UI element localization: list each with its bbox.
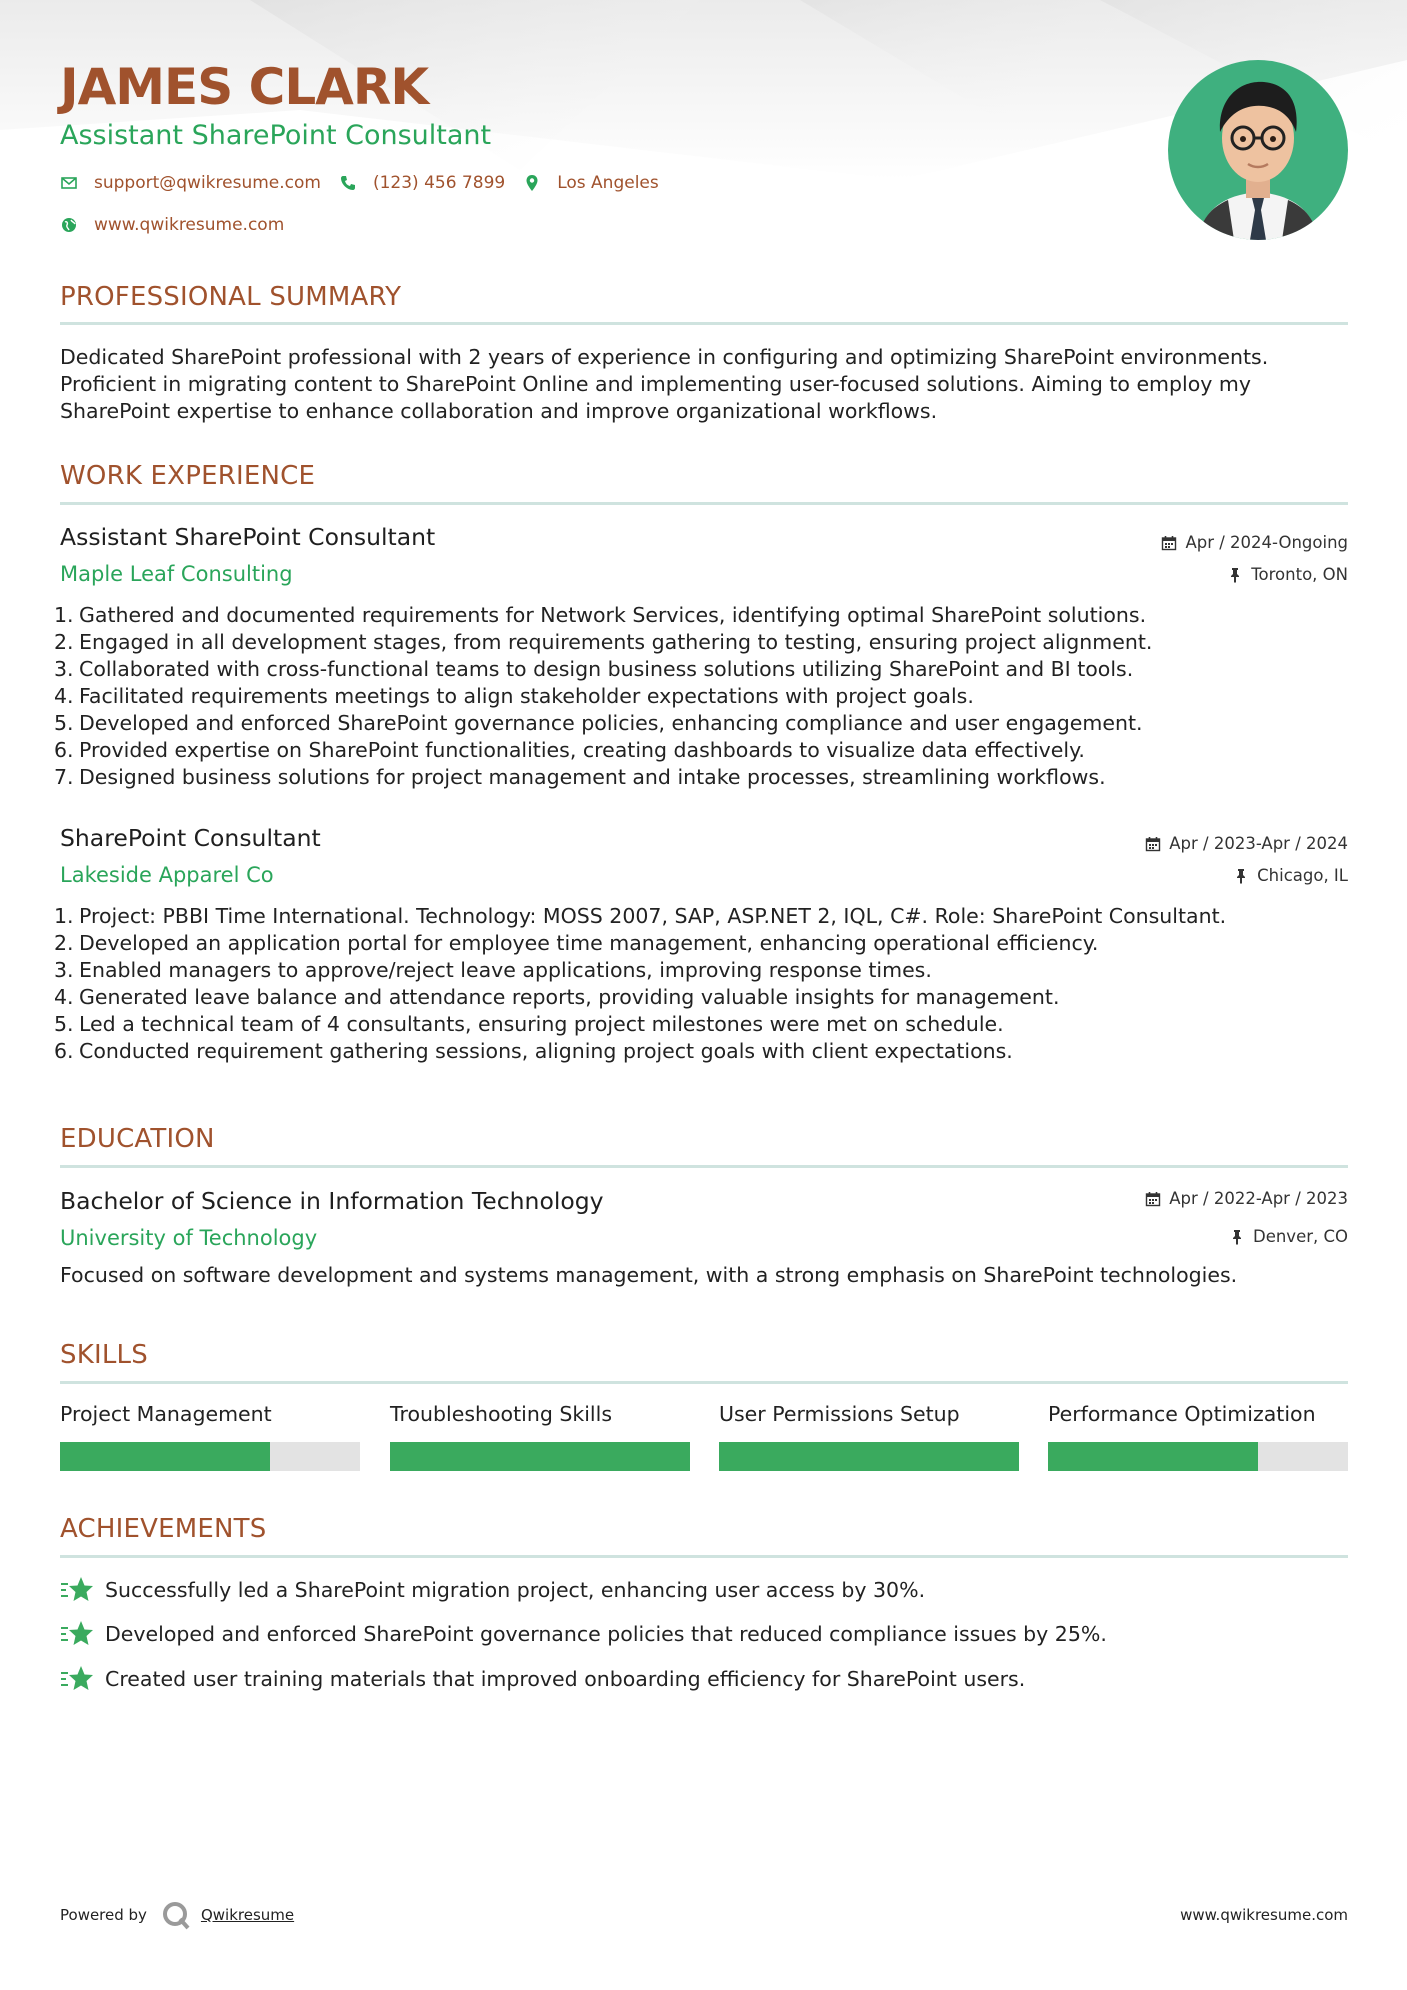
job-title: Assistant SharePoint Consultant: [60, 523, 436, 551]
powered-by-text: Powered by: [60, 1906, 147, 1924]
email-icon: [60, 174, 78, 192]
experience-divider: [60, 502, 1348, 505]
website-row: [60, 215, 284, 235]
skill-item: [390, 1402, 690, 1426]
candidate-role: Assistant SharePoint Consultant: [60, 120, 492, 151]
skill-item: [60, 1402, 360, 1426]
skill-name: User Permissions Setup: [719, 1402, 960, 1426]
achievement-item: [60, 1664, 1025, 1694]
pushpin-icon: [1227, 567, 1243, 583]
school-name: University of Technology: [60, 1226, 318, 1250]
pushpin-icon: [1229, 1229, 1245, 1245]
list-item: 6. Conducted requirement gathering sessions, aligning project goals with client expectations.: [54, 1039, 1013, 1063]
skill-name: Troubleshooting Skills: [390, 1402, 613, 1426]
list-item: 4. Generated leave balance and attendance reports, providing valuable insights for management.: [54, 985, 1060, 1009]
skill-bar: [60, 1442, 360, 1471]
profile-photo: [1168, 60, 1348, 240]
candidate-name: JAMES CLARK: [60, 58, 429, 116]
list-item: 2. Engaged in all development stages, from requirements gathering to testing, ensuring project alignment.: [54, 630, 1153, 654]
calendar-icon: [1145, 836, 1161, 852]
skill-bar: [390, 1442, 690, 1471]
list-item: 7. Designed business solutions for project management and intake processes, streamlining workflows.: [54, 765, 1106, 789]
achievement-text: Developed and enforced SharePoint governance policies that reduced compliance issues by 25%.: [105, 1622, 1107, 1646]
education-divider: [60, 1165, 1348, 1168]
list-item: 2. Developed an application portal for employee time management, enhancing operational efficiency.: [54, 931, 1099, 955]
skill-item: [1048, 1402, 1348, 1426]
education-description: Focused on software development and systems management, with a strong emphasis on SharePoint technologies.: [60, 1263, 1238, 1287]
skill-name: Performance Optimization: [1048, 1402, 1316, 1426]
job-dates-text: Apr / 2023-Apr / 2024: [1169, 834, 1348, 853]
education-dates-text: Apr / 2022-Apr / 2023: [1169, 1189, 1348, 1208]
job-dates: [1145, 834, 1348, 853]
contact-phone[interactable]: (123) 456 7899: [372, 173, 506, 193]
skill-bar-fill: [719, 1442, 1019, 1471]
list-item: 5. Led a technical team of 4 consultants, ensuring project milestones were met on schedule.: [54, 1012, 1004, 1036]
list-item: 6. Provided expertise on SharePoint functionalities, creating dashboards to visualize data effectively.: [54, 738, 1085, 762]
skill-item: [719, 1402, 1019, 1426]
job-bullets: [54, 602, 1153, 791]
skills-divider: [60, 1381, 1348, 1384]
achievement-text: Created user training materials that improved onboarding efficiency for SharePoint users.: [105, 1667, 1026, 1691]
footer-powered-by: [60, 1900, 294, 1930]
job-company: Maple Leaf Consulting: [60, 562, 293, 586]
list-item: 4. Facilitated requirements meetings to align stakeholder expectations with project goals.: [54, 684, 974, 708]
education-heading: EDUCATION: [60, 1124, 215, 1154]
achievement-item: [60, 1619, 1107, 1649]
map-pin-icon: [523, 174, 541, 192]
summary-text: Dedicated SharePoint professional with 2 years of experience in configuring and optimizing SharePoint environments. Proficient in migrating content to SharePoint Online and implementing user-focused solutions. Aiming to employ my SharePoint expertise to enhance collaboration and improve organizational workflows.: [60, 345, 1269, 423]
contact-location: Los Angeles: [557, 173, 659, 193]
skill-bar-fill: [1048, 1442, 1258, 1471]
qwikresume-logo-icon: [161, 1900, 191, 1930]
star-award-icon: [60, 1619, 94, 1649]
list-item: 3. Enabled managers to approve/reject leave applications, improving response times.: [54, 958, 932, 982]
job-bullets: [54, 903, 1227, 1065]
degree-title: Bachelor of Science in Information Technology: [60, 1187, 604, 1215]
calendar-icon: [1161, 535, 1177, 551]
job-company: Lakeside Apparel Co: [60, 863, 274, 887]
list-item: 5. Developed and enforced SharePoint governance policies, enhancing compliance and user engagement.: [54, 711, 1143, 735]
job-dates-text: Apr / 2024-Ongoing: [1185, 533, 1348, 552]
list-item: 1. Project: PBBI Time International. Technology: MOSS 2007, SAP, ASP.NET 2, IQL, C#. Role: SharePoint Consultant.: [54, 904, 1227, 928]
skill-name: Project Management: [60, 1402, 272, 1426]
skill-bar-fill: [390, 1442, 690, 1471]
skill-bar-fill: [60, 1442, 270, 1471]
skills-heading: SKILLS: [60, 1340, 148, 1370]
job-location-text: Toronto, ON: [1251, 565, 1348, 584]
globe-icon: [60, 216, 78, 234]
job-location-text: Chicago, IL: [1257, 866, 1348, 885]
calendar-icon: [1145, 1191, 1161, 1207]
qwikresume-link[interactable]: Qwikresume: [200, 1906, 295, 1924]
skill-bar: [1048, 1442, 1348, 1471]
skill-bar: [719, 1442, 1019, 1471]
experience-heading: WORK EXPERIENCE: [60, 461, 316, 491]
education-dates: [1145, 1189, 1348, 1208]
list-item: 1. Gathered and documented requirements for Network Services, identifying optimal SharePoint solutions.: [54, 603, 1147, 627]
star-award-icon: [60, 1664, 94, 1694]
footer-website[interactable]: www.qwikresume.com: [1180, 1906, 1348, 1924]
achievements-divider: [60, 1555, 1348, 1558]
contact-row: [60, 173, 659, 193]
job-title: SharePoint Consultant: [60, 824, 321, 852]
summary-divider: [60, 322, 1348, 325]
achievement-item: [60, 1575, 925, 1605]
phone-icon: [339, 174, 357, 192]
job-location: [1233, 866, 1348, 885]
education-location: [1229, 1227, 1348, 1246]
job-location: [1227, 565, 1348, 584]
list-item: 3. Collaborated with cross-functional teams to design business solutions utilizing SharePoint and BI tools.: [54, 657, 1134, 681]
education-location-text: Denver, CO: [1252, 1227, 1348, 1246]
contact-email[interactable]: support@qwikresume.com: [94, 173, 321, 193]
pushpin-icon: [1233, 868, 1249, 884]
skills-list: [60, 1402, 1348, 1472]
star-award-icon: [60, 1575, 94, 1605]
summary-heading: PROFESSIONAL SUMMARY: [60, 282, 402, 312]
achievement-text: Successfully led a SharePoint migration project, enhancing user access by 30%.: [105, 1578, 926, 1602]
achievements-heading: ACHIEVEMENTS: [60, 1514, 267, 1544]
contact-website[interactable]: www.qwikresume.com: [94, 215, 285, 235]
job-dates: [1161, 533, 1348, 552]
